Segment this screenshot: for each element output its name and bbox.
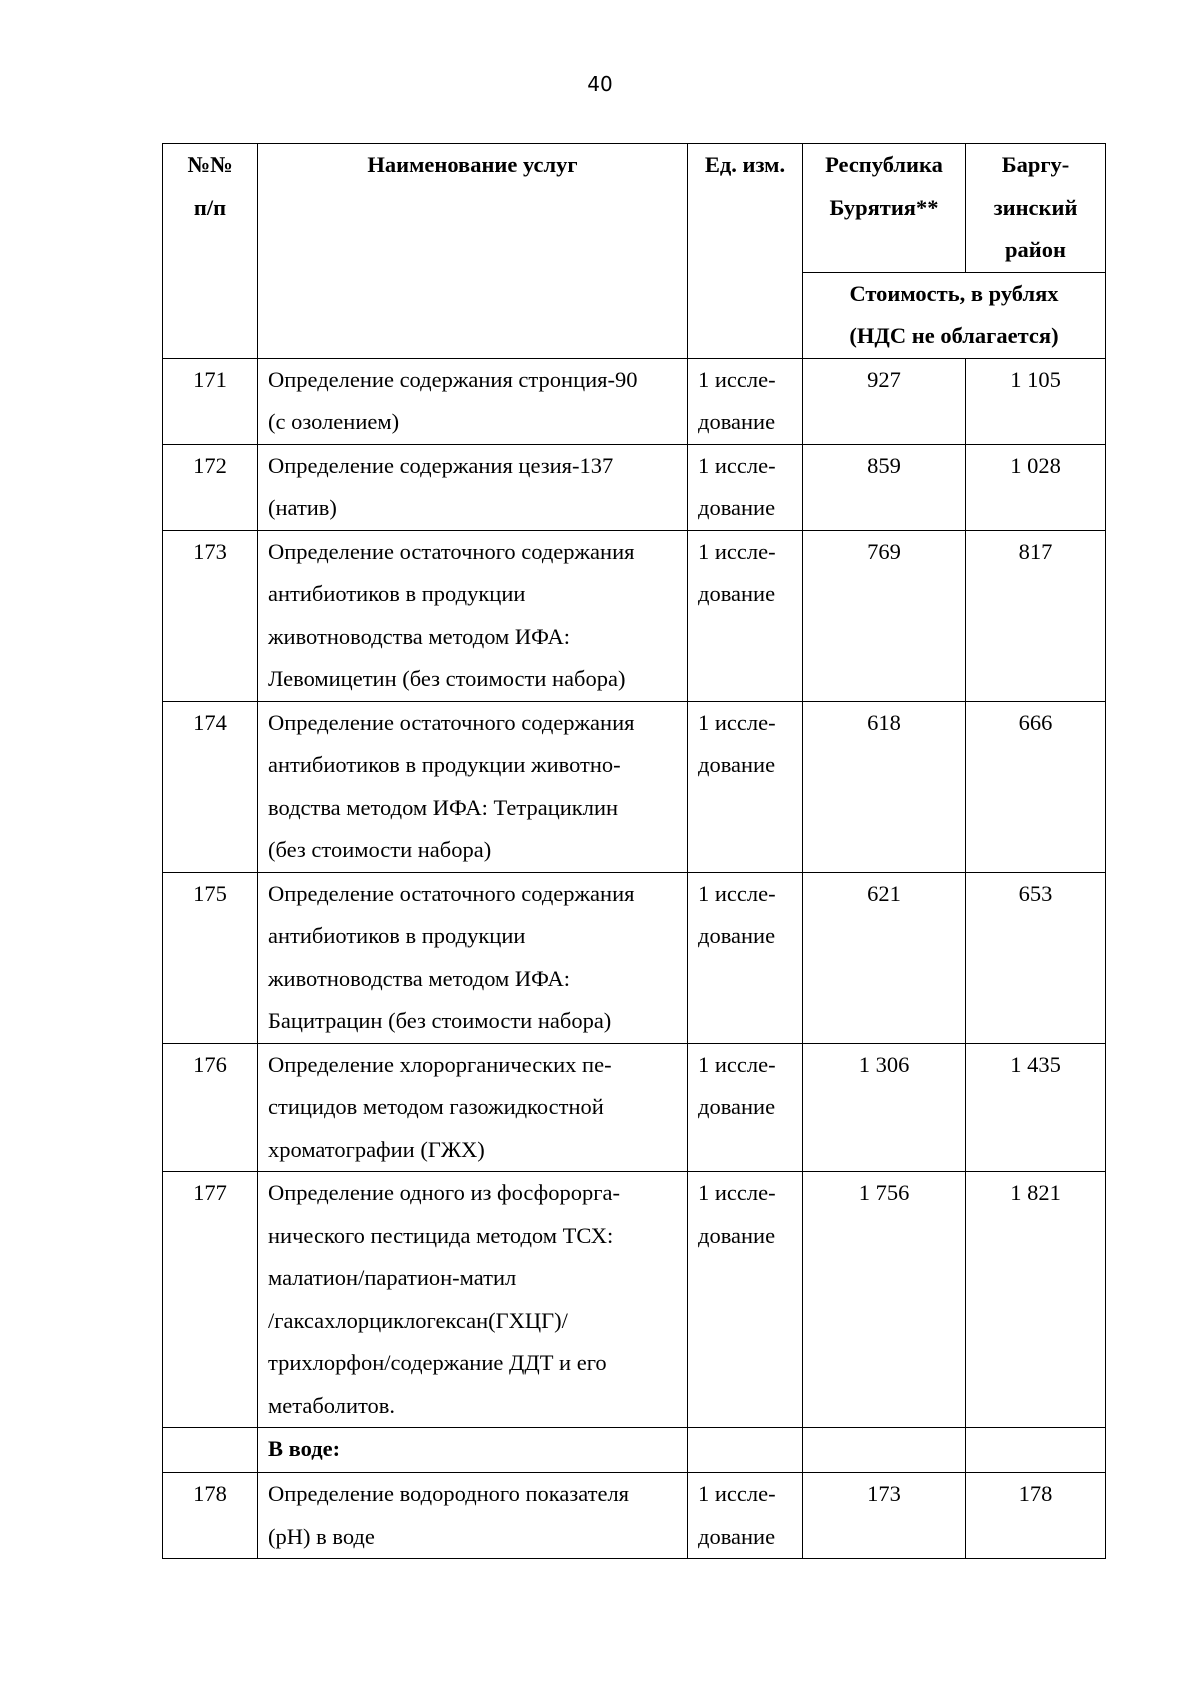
price-district: 653 <box>966 872 1106 1043</box>
row-number: 175 <box>163 872 258 1043</box>
price-region: 927 <box>803 358 966 444</box>
price-region: 769 <box>803 530 966 701</box>
section-empty-num <box>163 1428 258 1473</box>
table-row <box>163 530 1106 701</box>
table-row <box>163 1043 1106 1172</box>
price-district: 817 <box>966 530 1106 701</box>
price-table <box>162 143 1106 1559</box>
header-row <box>163 144 1106 273</box>
row-number: 174 <box>163 701 258 872</box>
unit-of-measure: 1 иссле- дование <box>688 444 803 530</box>
row-number: 176 <box>163 1043 258 1172</box>
row-number: 178 <box>163 1473 258 1559</box>
section-empty-cell <box>688 1428 803 1473</box>
price-region: 1 756 <box>803 1172 966 1428</box>
unit-of-measure: 1 иссле- дование <box>688 872 803 1043</box>
service-name: Определение остаточного содержания антибиотиков в продукции животноводства методом ИФА: Левомицетин (без стоимости набора) <box>258 530 688 701</box>
price-district: 1 435 <box>966 1043 1106 1172</box>
table-row <box>163 1473 1106 1559</box>
service-name: Определение одного из фосфороргa- нического пестицида методом ТСХ: малатион/паратион-матил /гаксахлорциклогексан(ГХЦГ)/ трихлорфон/содержание ДДТ и его метаболитов. <box>258 1172 688 1428</box>
price-district: 666 <box>966 701 1106 872</box>
header-num: №№ п/п <box>163 144 258 359</box>
price-district: 1 105 <box>966 358 1106 444</box>
header-region: Республика Бурятия** <box>803 144 966 273</box>
table-row <box>163 358 1106 444</box>
section-row <box>163 1428 1106 1473</box>
page-number: 40 <box>587 72 613 96</box>
service-name: Определение остаточного содержания антибиотиков в продукции животно- водства методом ИФА: Тетрациклин (без стоимости набора) <box>258 701 688 872</box>
header-cost-note: Стоимость, в рублях (НДС не облагается) <box>803 272 1106 358</box>
table-row <box>163 701 1106 872</box>
price-district: 1 821 <box>966 1172 1106 1428</box>
header-district: Баргу- зинский район <box>966 144 1106 273</box>
row-number: 171 <box>163 358 258 444</box>
price-region: 859 <box>803 444 966 530</box>
price-district: 178 <box>966 1473 1106 1559</box>
service-name: Определение содержания цезия-137 (натив) <box>258 444 688 530</box>
header-name: Наименование услуг <box>258 144 688 359</box>
unit-of-measure: 1 иссле- дование <box>688 358 803 444</box>
section-label: В воде: <box>258 1428 688 1473</box>
section-empty-cell <box>966 1428 1106 1473</box>
service-name: Определение остаточного содержания антибиотиков в продукции животноводства методом ИФА: Бацитрацин (без стоимости набора) <box>258 872 688 1043</box>
unit-of-measure: 1 иссле- дование <box>688 1043 803 1172</box>
price-region: 618 <box>803 701 966 872</box>
header-unit: Ед. изм. <box>688 144 803 359</box>
service-name: Определение хлорорганических пе- стицидов методом газожидкостной хроматографии (ГЖХ) <box>258 1043 688 1172</box>
row-number: 173 <box>163 530 258 701</box>
service-name: Определение водородного показателя (рН) в воде <box>258 1473 688 1559</box>
price-region: 1 306 <box>803 1043 966 1172</box>
price-region: 621 <box>803 872 966 1043</box>
table-row <box>163 444 1106 530</box>
unit-of-measure: 1 иссле- дование <box>688 701 803 872</box>
section-empty-cell <box>803 1428 966 1473</box>
unit-of-measure: 1 иссле- дование <box>688 1172 803 1428</box>
row-number: 177 <box>163 1172 258 1428</box>
service-name: Определение содержания стронция-90 (с озолением) <box>258 358 688 444</box>
table-row <box>163 1172 1106 1428</box>
row-number: 172 <box>163 444 258 530</box>
price-district: 1 028 <box>966 444 1106 530</box>
table-row <box>163 872 1106 1043</box>
price-region: 173 <box>803 1473 966 1559</box>
unit-of-measure: 1 иссле- дование <box>688 1473 803 1559</box>
unit-of-measure: 1 иссле- дование <box>688 530 803 701</box>
